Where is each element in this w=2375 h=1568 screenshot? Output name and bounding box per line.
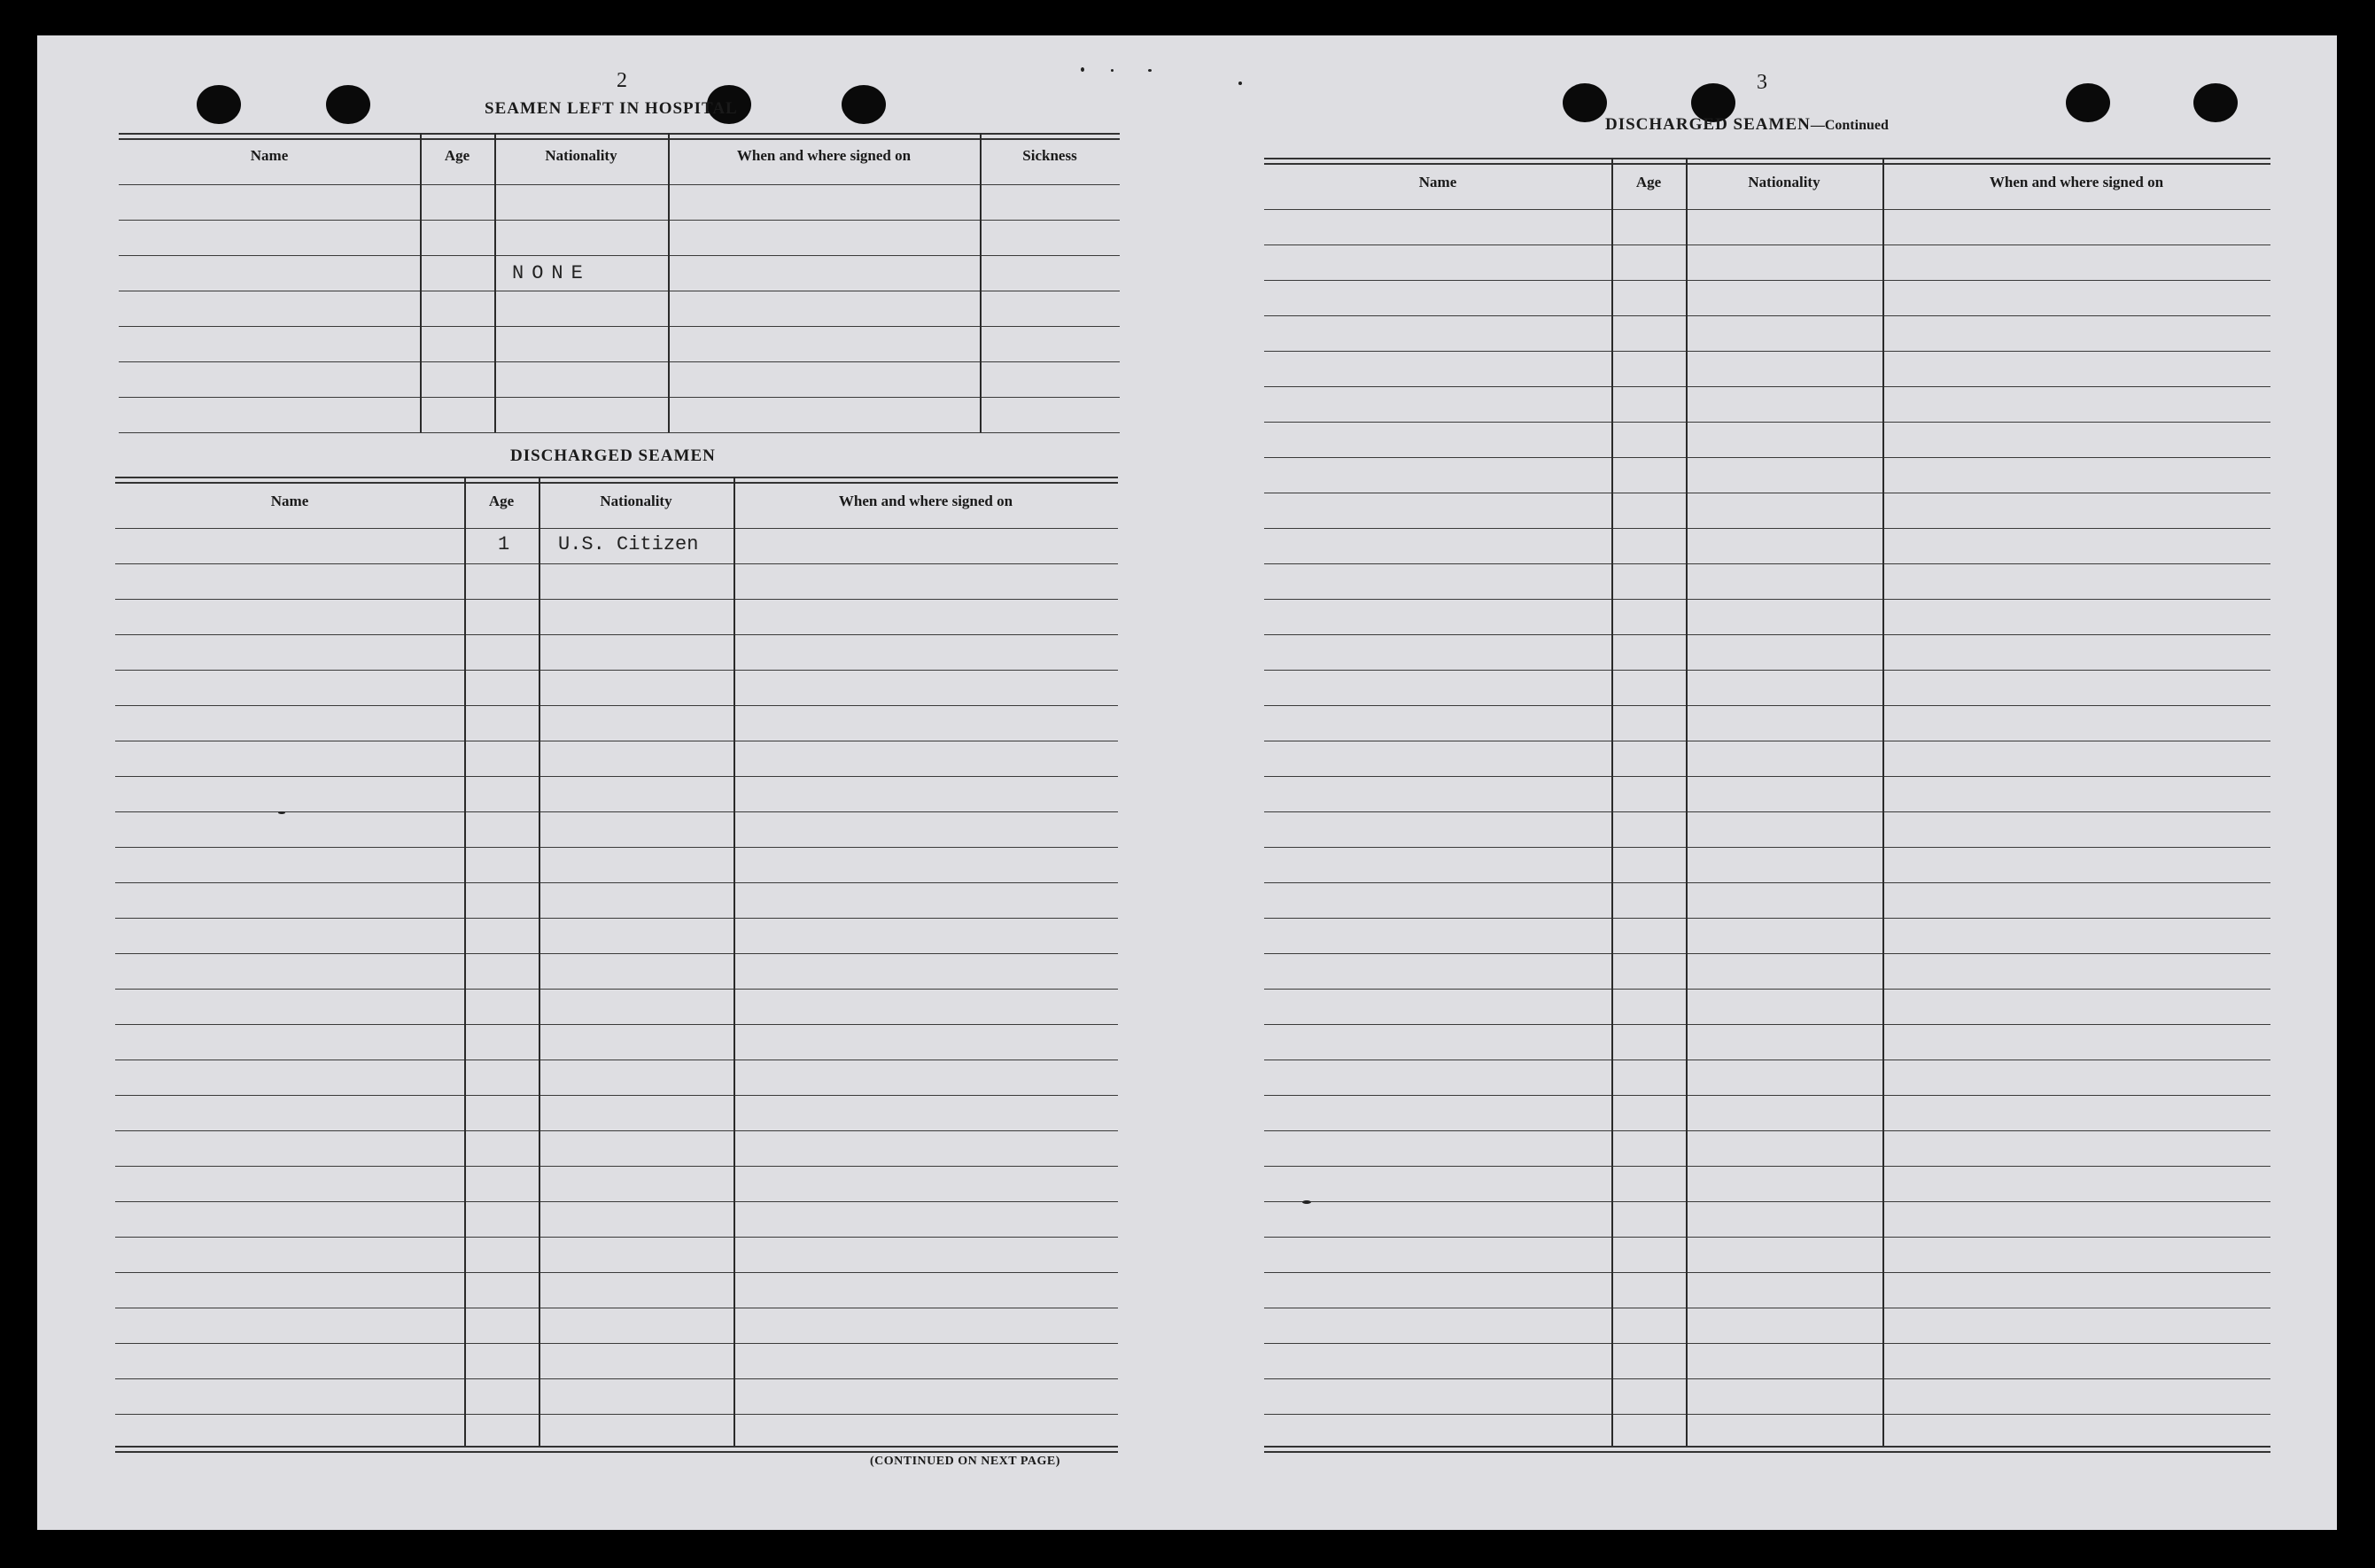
discharged-table-right <box>1264 158 2270 1486</box>
col-header-name: Name <box>1418 174 1457 190</box>
punch-hole <box>2066 83 2110 122</box>
document-sheet <box>37 35 2337 1530</box>
page-number-left: 2 <box>617 69 627 92</box>
discharged-continued-title-suffix: —Continued <box>1810 118 1889 133</box>
col-header-age: Age <box>1635 174 1662 190</box>
col-header-name: Name <box>270 493 309 509</box>
punch-hole <box>2193 83 2238 122</box>
scan-speck <box>1238 82 1242 85</box>
hospital-section-title: SEAMEN LEFT IN HOSPITAL <box>485 99 738 118</box>
punch-hole <box>326 85 370 124</box>
scan-speck <box>1302 1200 1311 1204</box>
col-header-nationality: Nationality <box>600 493 672 509</box>
col-header-nationality: Nationality <box>1748 174 1820 190</box>
col-header-name: Name <box>250 147 289 164</box>
col-header-signed-on: When and where signed on <box>838 493 1013 509</box>
discharged-row-age: 1 <box>498 533 510 555</box>
scan-speck <box>1111 69 1114 72</box>
col-header-signed-on: When and where signed on <box>1989 174 2164 190</box>
discharged-continued-title-main: DISCHARGED SEAMEN <box>1605 115 1811 134</box>
discharged-continued-title <box>1605 115 1889 135</box>
col-header-age: Age <box>488 493 515 509</box>
col-header-age: Age <box>444 147 470 164</box>
continued-footer: (CONTINUED ON NEXT PAGE) <box>870 1455 1060 1468</box>
hospital-none-entry: NONE <box>512 262 591 284</box>
scan-speck <box>1148 69 1152 72</box>
discharged-section-title: DISCHARGED SEAMEN <box>510 446 716 465</box>
punch-hole <box>197 85 241 124</box>
discharged-table-left <box>115 477 1118 1486</box>
col-header-sickness: Sickness <box>1022 147 1077 164</box>
discharged-row-nationality: U.S. Citizen <box>558 533 699 555</box>
col-header-nationality: Nationality <box>545 147 617 164</box>
col-header-signed-on: When and where signed on <box>736 147 912 164</box>
scan-speck <box>278 811 285 814</box>
page-number-right: 3 <box>1757 71 1767 94</box>
punch-hole <box>842 85 886 124</box>
hospital-table <box>119 133 1120 470</box>
punch-hole <box>1563 83 1607 122</box>
scan-speck <box>1081 67 1084 72</box>
